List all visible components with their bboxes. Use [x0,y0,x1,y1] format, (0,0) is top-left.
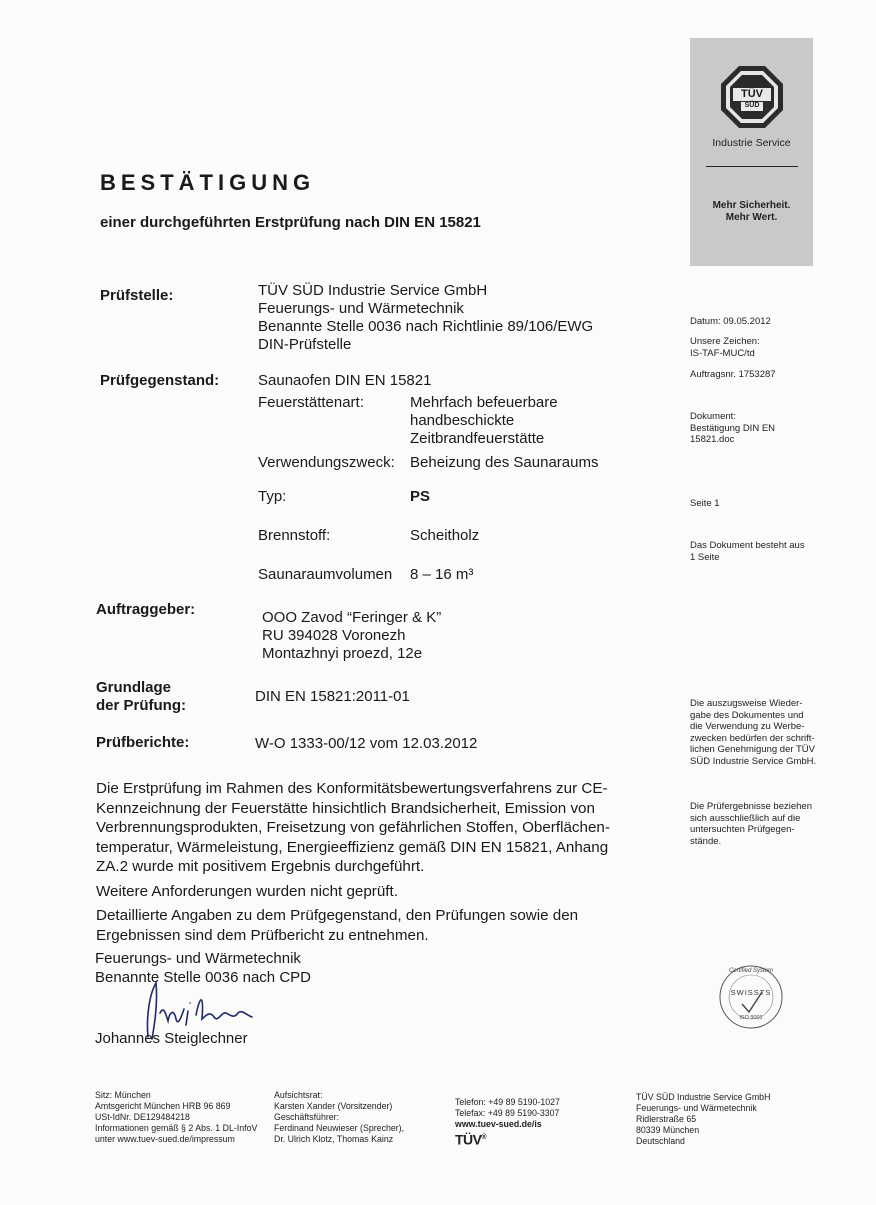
pruefstelle-line: TÜV SÜD Industrie Service GmbH [258,282,488,299]
footer-line: Ridlerstraße 65 [636,1114,697,1124]
footer-line: unter www.tuev-sued.de/impressum [95,1134,235,1144]
footer-website-link[interactable]: www.tuev-sued.de/is [455,1119,542,1129]
brennstoff-value: Scheitholz [410,527,480,544]
footer-col-contact [455,1097,560,1146]
grundlage-label [96,679,186,715]
grundlage-value: DIN EN 15821:2011-01 [255,688,410,705]
sidebar-auftragsnr: Auftragsnr. 1753287 [690,369,776,380]
body-paragraph-3: Detaillierte Angaben zu dem Prüfgegenstand, den Prüfungen sowie den Ergebnissen sind dem Prüfbericht zu entnehmen. [96,907,579,944]
brand-divider [706,166,798,167]
footer-line: Dr. Ulrich Klotz, Thomas Kainz [274,1134,394,1144]
footer-tuv-logo [455,1132,560,1146]
auftraggeber-label: Auftraggeber: [96,601,196,618]
pruefberichte-value: W-O 1333-00/12 vom 12.03.2012 [255,735,478,752]
document-subtitle: einer durchgeführten Erstprüfung nach DIN EN 15821 [100,214,481,231]
verwendungszweck-label: Verwendungszweck: [258,454,395,471]
hinweis-line: die Verwendung zu Werbe- [690,721,805,732]
footer-line: Amtsgericht München HRB 96 869 [95,1101,231,1111]
verwendungszweck-value: Beheizung des Saunaraums [410,454,599,471]
hinweis-line: Die auszugsweise Wieder- [690,698,803,709]
pruefstelle-line: Benannte Stelle 0036 nach Richtlinie 89/106/EWG [258,318,594,335]
typ-value: PS [410,488,431,505]
registered-mark: ® [481,1134,487,1141]
hinweis-line: Die Prüfergebnisse beziehen [690,801,812,812]
dokument-value: 15821.doc [690,434,735,445]
footer-line: TÜV SÜD Industrie Service GmbH [636,1092,771,1102]
auftraggeber-line: Montazhnyi proezd, 12e [262,645,423,662]
zeichen-label: Unsere Zeichen: [690,336,760,347]
sidebar-dokument [690,411,775,446]
feuerstaettenart-line: Zeitbrandfeuerstätte [410,430,545,447]
sidebar-datum: Datum: 09.05.2012 [690,316,771,327]
slogan-line-2: Mehr Wert. [725,212,778,223]
tuv-logo-sub: SÜD [744,102,760,109]
pruefstelle-line: DIN-Prüfstelle [258,336,352,353]
sidebar-hinweis-results [690,801,812,847]
brennstoff-label: Brennstoff: [258,527,331,544]
signatory-name: Johannes Steiglechner [95,1030,248,1047]
grundlage-label-line: der Prüfung: [96,697,186,714]
sidebar-umfang [690,540,805,563]
signature-body: Benannte Stelle 0036 nach CPD [95,969,311,986]
footer-tuv-logo-text: TÜV [455,1131,482,1148]
document-title: BESTÄTIGUNG [100,170,316,195]
hinweis-line: sich ausschließlich auf die [690,812,801,824]
footer-col-address [636,1092,770,1147]
footer-line: Feuerungs- und Wärmetechnik [636,1103,757,1113]
sidebar-zeichen [690,336,760,359]
auftraggeber-value [262,609,441,663]
body-text [96,779,641,950]
dokument-value: Bestätigung DIN EN [690,422,776,434]
pruefstelle-line: Feuerungs- und Wärmetechnik [258,300,464,317]
umfang-line: Das Dokument besteht aus [690,540,805,551]
pruefstelle-label: Prüfstelle: [100,287,174,304]
hinweis-line: SÜD Industrie Service GmbH. [690,755,817,767]
hinweis-line: lichen Genehmigung der TÜV [690,744,815,755]
sidebar-hinweis-copy [690,698,816,767]
auftraggeber-line: OOO Zavod “Feringer & K” [262,609,442,626]
footer-line: 80339 München [636,1125,700,1135]
hinweis-line: untersuchten Prüfgegen- [690,824,795,835]
volumen-value: 8 – 16 m³ [410,566,474,583]
stamp-middle-text: SWISSTS [730,988,772,997]
dokument-label: Dokument: [690,411,736,422]
stamp-bottom-text: ISO 9001 [739,1015,763,1021]
footer-line: Informationen gemäß § 2 Abs. 1 DL-InfoV [95,1123,258,1133]
stamp-top-text: Certified System [728,968,773,974]
feuerstaettenart-label: Feuerstättenart: [258,394,364,411]
tuv-logo-text: TÜV [741,88,763,100]
tuv-brand-box [690,38,813,266]
pruefstelle-value [258,282,593,354]
footer-line: Sitz: München [95,1090,151,1100]
zeichen-value: IS-TAF-MUC/td [690,347,755,359]
auftraggeber-line: RU 394028 Voronezh [262,627,406,644]
division-label: Industrie Service [712,137,791,149]
footer-line: USt-IdNr. DE129484218 [95,1112,190,1122]
footer-phone: Telefon: +49 89 5190-1027 [455,1097,560,1107]
typ-label: Typ: [258,488,287,505]
signature-dept: Feuerungs- und Wärmetechnik [95,950,301,967]
product-name: Saunaofen DIN EN 15821 [258,372,432,389]
hinweis-line: zwecken bedürfen der schrift- [690,732,815,744]
slogan-line-1: Mehr Sicherheit. [712,200,791,211]
grundlage-label-line: Grundlage [96,679,172,696]
umfang-line: 1 Seite [690,551,720,563]
footer-line: Aufsichtsrat: [274,1090,323,1100]
hinweis-line: stände. [690,835,722,847]
footer-line: Ferdinand Neuwieser (Sprecher), [274,1123,405,1133]
volumen-label: Saunaraumvolumen [258,566,393,583]
slogan [690,200,813,224]
body-paragraph-2: Weitere Anforderungen wurden nicht geprüft. [96,882,398,900]
footer-col-management [274,1090,404,1145]
body-paragraph-1: Die Erstprüfung im Rahmen des Konformitätsbewertungsverfahrens zur CE-Kennzeichnung der Feuerstätte hinsichtlich Brandsicherheit, Emission von Verbrennungsprodukten, Freisetzung von gefährlichen Stoffen, Oberflächen-temperatur, Wärmeleistung, Energieeffizienz gemäß DIN EN 15821, Anhang ZA.2 wurde mit positivem Ergebnis durchgeführt. [96,780,610,875]
sidebar-seite: Seite 1 [690,498,720,509]
pruefberichte-label: Prüfberichte: [96,734,190,751]
feuerstaettenart-value [410,394,558,448]
footer-line: Deutschland [636,1136,685,1146]
footer-line: Karsten Xander (Vorsitzender) [274,1101,393,1111]
footer-fax: Telefax: +49 89 5190-3307 [455,1108,560,1118]
pruefgegenstand-label: Prüfgegenstand: [100,372,220,389]
feuerstaettenart-line: Mehrfach befeuerbare [410,394,558,411]
hinweis-line: gabe des Dokumentes und [690,709,804,721]
footer-line: Geschäftsführer: [274,1112,340,1122]
feuerstaettenart-line: handbeschickte [410,412,515,429]
footer-col-legal [95,1090,257,1145]
